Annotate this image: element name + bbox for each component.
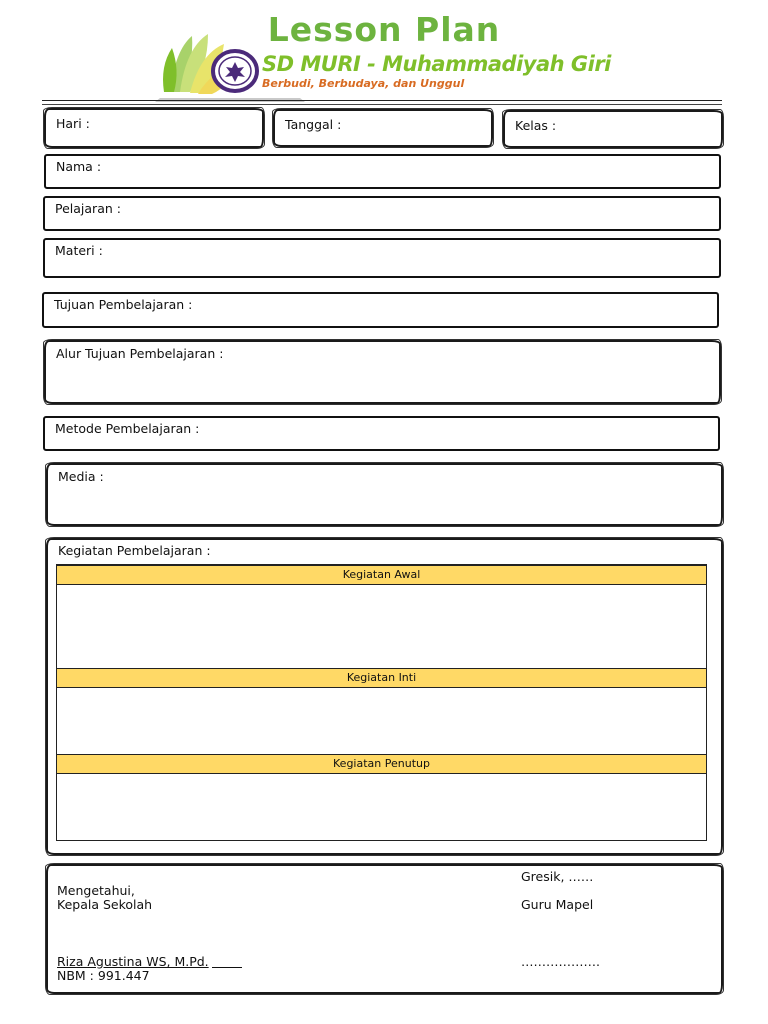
gresik-date-text: Gresik, …… [521,869,594,884]
materi-label: Materi : [55,243,103,258]
tanggal-label: Tanggal : [285,117,342,132]
kegiatan-penutup-cell[interactable] [57,774,706,840]
teacher-name-blank: ………………. [521,954,600,969]
header-divider [42,100,722,101]
media-field[interactable] [46,463,723,526]
school-motto: Berbudi, Berbudaya, dan Unggul [262,77,465,90]
metode-label: Metode Pembelajaran : [55,421,200,436]
page-title: Lesson Plan [267,10,501,49]
kelas-label: Kelas : [515,118,557,133]
nama-field[interactable] [44,154,721,189]
nama-label: Nama : [56,159,102,174]
activities-table [56,564,707,841]
pelajaran-field[interactable] [43,196,721,231]
kegiatan-label: Kegiatan Pembelajaran : [58,543,211,558]
school-name: SD MURI - Muhammadiyah Giri [262,52,611,76]
guru-mapel-text: Guru Mapel [521,897,594,912]
tujuan-label: Tujuan Pembelajaran : [54,297,193,312]
tujuan-field[interactable] [42,292,719,328]
alur-tujuan-field[interactable] [44,340,721,404]
kegiatan-penutup-header: Kegiatan Penutup [57,754,706,774]
hari-label: Hari : [56,116,90,131]
mengetahui-text: Mengetahui, [57,883,135,898]
principal-nbm: NBM : 991.447 [57,968,150,983]
media-label: Media : [58,469,104,484]
materi-field[interactable] [43,238,721,278]
header-divider-secondary [42,104,722,105]
school-emblem-icon [222,61,248,83]
tanggal-field[interactable] [273,109,493,147]
alur-tujuan-label: Alur Tujuan Pembelajaran : [56,346,224,361]
principal-underline [212,967,242,968]
kepala-sekolah-text: Kepala Sekolah [57,897,153,912]
kegiatan-inti-cell[interactable] [57,688,706,754]
metode-field[interactable] [43,416,720,451]
principal-name: Riza Agustina WS, M.Pd. [57,954,209,969]
hari-field[interactable] [44,108,264,148]
kegiatan-awal-cell[interactable] [57,585,706,668]
kelas-field[interactable] [503,110,723,148]
kegiatan-awal-header: Kegiatan Awal [57,565,706,585]
pelajaran-label: Pelajaran : [55,201,121,216]
kegiatan-inti-header: Kegiatan Inti [57,668,706,688]
